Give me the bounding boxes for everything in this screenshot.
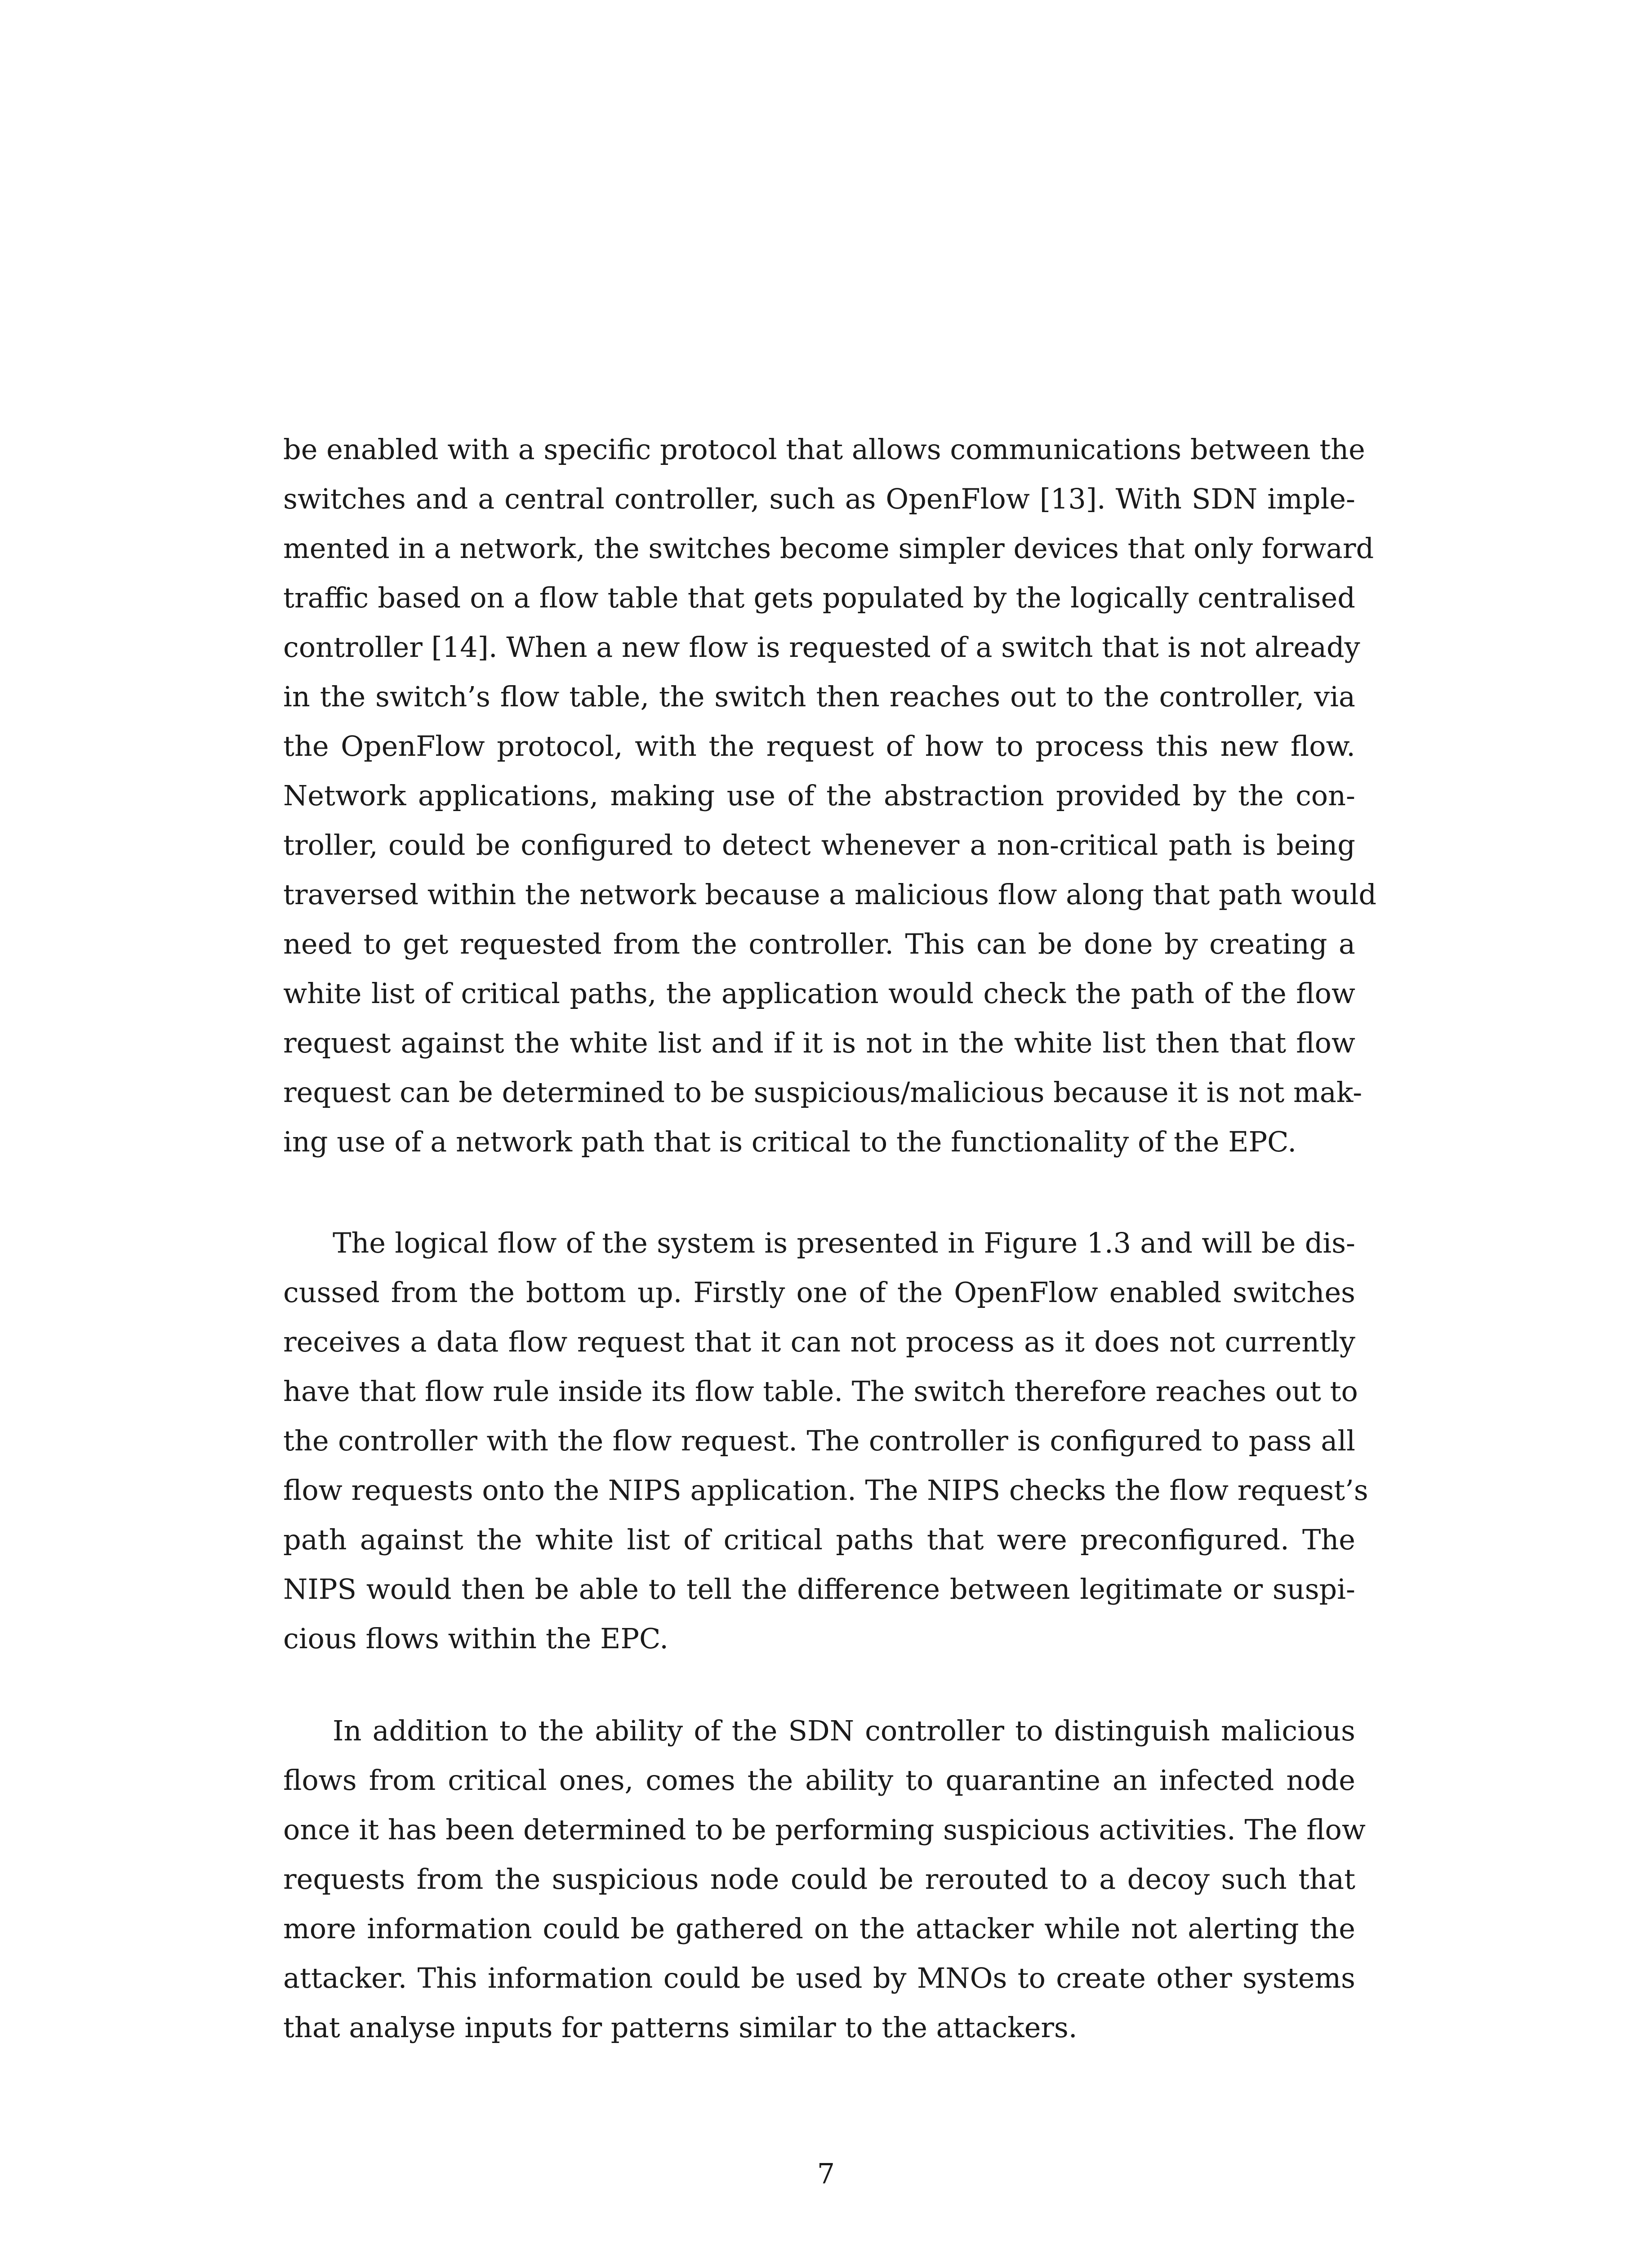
paragraph-2 xyxy=(283,1218,1368,1664)
paragraph-line: in the switch’s flow table, the switch then reaches out to the controller, via xyxy=(283,680,1355,713)
paragraph-line: more information could be gathered on the attacker while not alerting the xyxy=(283,1912,1355,1945)
paragraph-line: path against the white list of critical paths that were preconfigured. The xyxy=(283,1523,1355,1556)
paragraph-3 xyxy=(283,1706,1366,2052)
paragraph-line: receives a data flow request that it can not process as it does not currently xyxy=(283,1325,1355,1358)
paragraph-line: the controller with the flow request. The controller is configured to pass all xyxy=(283,1424,1355,1457)
paragraph-line: request against the white list and if it is not in the white list then that flow xyxy=(283,1026,1355,1059)
page-number: 7 xyxy=(817,2157,835,2190)
paragraph-line: need to get requested from the controller. This can be done by creating a xyxy=(283,928,1355,960)
paragraph-line: switches and a central controller, such as OpenFlow [13]. With SDN imple- xyxy=(283,482,1355,515)
paragraph-line: be enabled with a specific protocol that allows communications between the xyxy=(283,433,1365,466)
paragraph-line: Network applications, making use of the abstraction provided by the con- xyxy=(283,779,1355,812)
paragraph-line: requests from the suspicious node could be rerouted to a decoy such that xyxy=(283,1863,1355,1896)
paragraph-line: controller [14]. When a new flow is requested of a switch that is not already xyxy=(283,631,1360,664)
paragraph-line: troller, could be configured to detect whenever a non-critical path is being xyxy=(283,829,1355,861)
paragraph-1 xyxy=(283,425,1377,1167)
paragraph-line: flows from critical ones, comes the ability to quarantine an infected node xyxy=(283,1764,1355,1797)
paragraph-line: ing use of a network path that is critical to the functionality of the EPC. xyxy=(283,1125,1297,1158)
paragraph-line: the OpenFlow protocol, with the request of how to process this new flow. xyxy=(283,730,1355,763)
paragraph-line: mented in a network, the switches become simpler devices that only forward xyxy=(283,532,1374,565)
paragraph-line: attacker. This information could be used by MNOs to create other systems xyxy=(283,1962,1355,1994)
paragraph-line: traversed within the network because a malicious flow along that path would xyxy=(283,878,1377,911)
paragraph-line: traffic based on a flow table that gets populated by the logically centralised xyxy=(283,581,1355,614)
paragraph-line: that analyse inputs for patterns similar to the attackers. xyxy=(283,2011,1078,2044)
paragraph-line: have that flow rule inside its flow table. The switch therefore reaches out to xyxy=(283,1375,1358,1408)
paragraph-line: cussed from the bottom up. Firstly one of the OpenFlow enabled switches xyxy=(283,1276,1355,1309)
paragraph-line: In addition to the ability of the SDN controller to distinguish malicious xyxy=(333,1714,1355,1747)
paragraph-line: white list of critical paths, the application would check the path of the flow xyxy=(283,977,1355,1010)
paragraph-line: flow requests onto the NIPS application. The NIPS checks the flow request’s xyxy=(283,1474,1368,1507)
paragraph-line: NIPS would then be able to tell the difference between legitimate or suspi- xyxy=(283,1573,1355,1606)
paragraph-line: once it has been determined to be performing suspicious activities. The flow xyxy=(283,1813,1366,1846)
paragraph-line: The logical flow of the system is presented in Figure 1.3 and will be dis- xyxy=(333,1227,1355,1259)
paragraph-line: request can be determined to be suspicious/malicious because it is not mak- xyxy=(283,1076,1363,1109)
paragraph-line: cious flows within the EPC. xyxy=(283,1622,668,1655)
